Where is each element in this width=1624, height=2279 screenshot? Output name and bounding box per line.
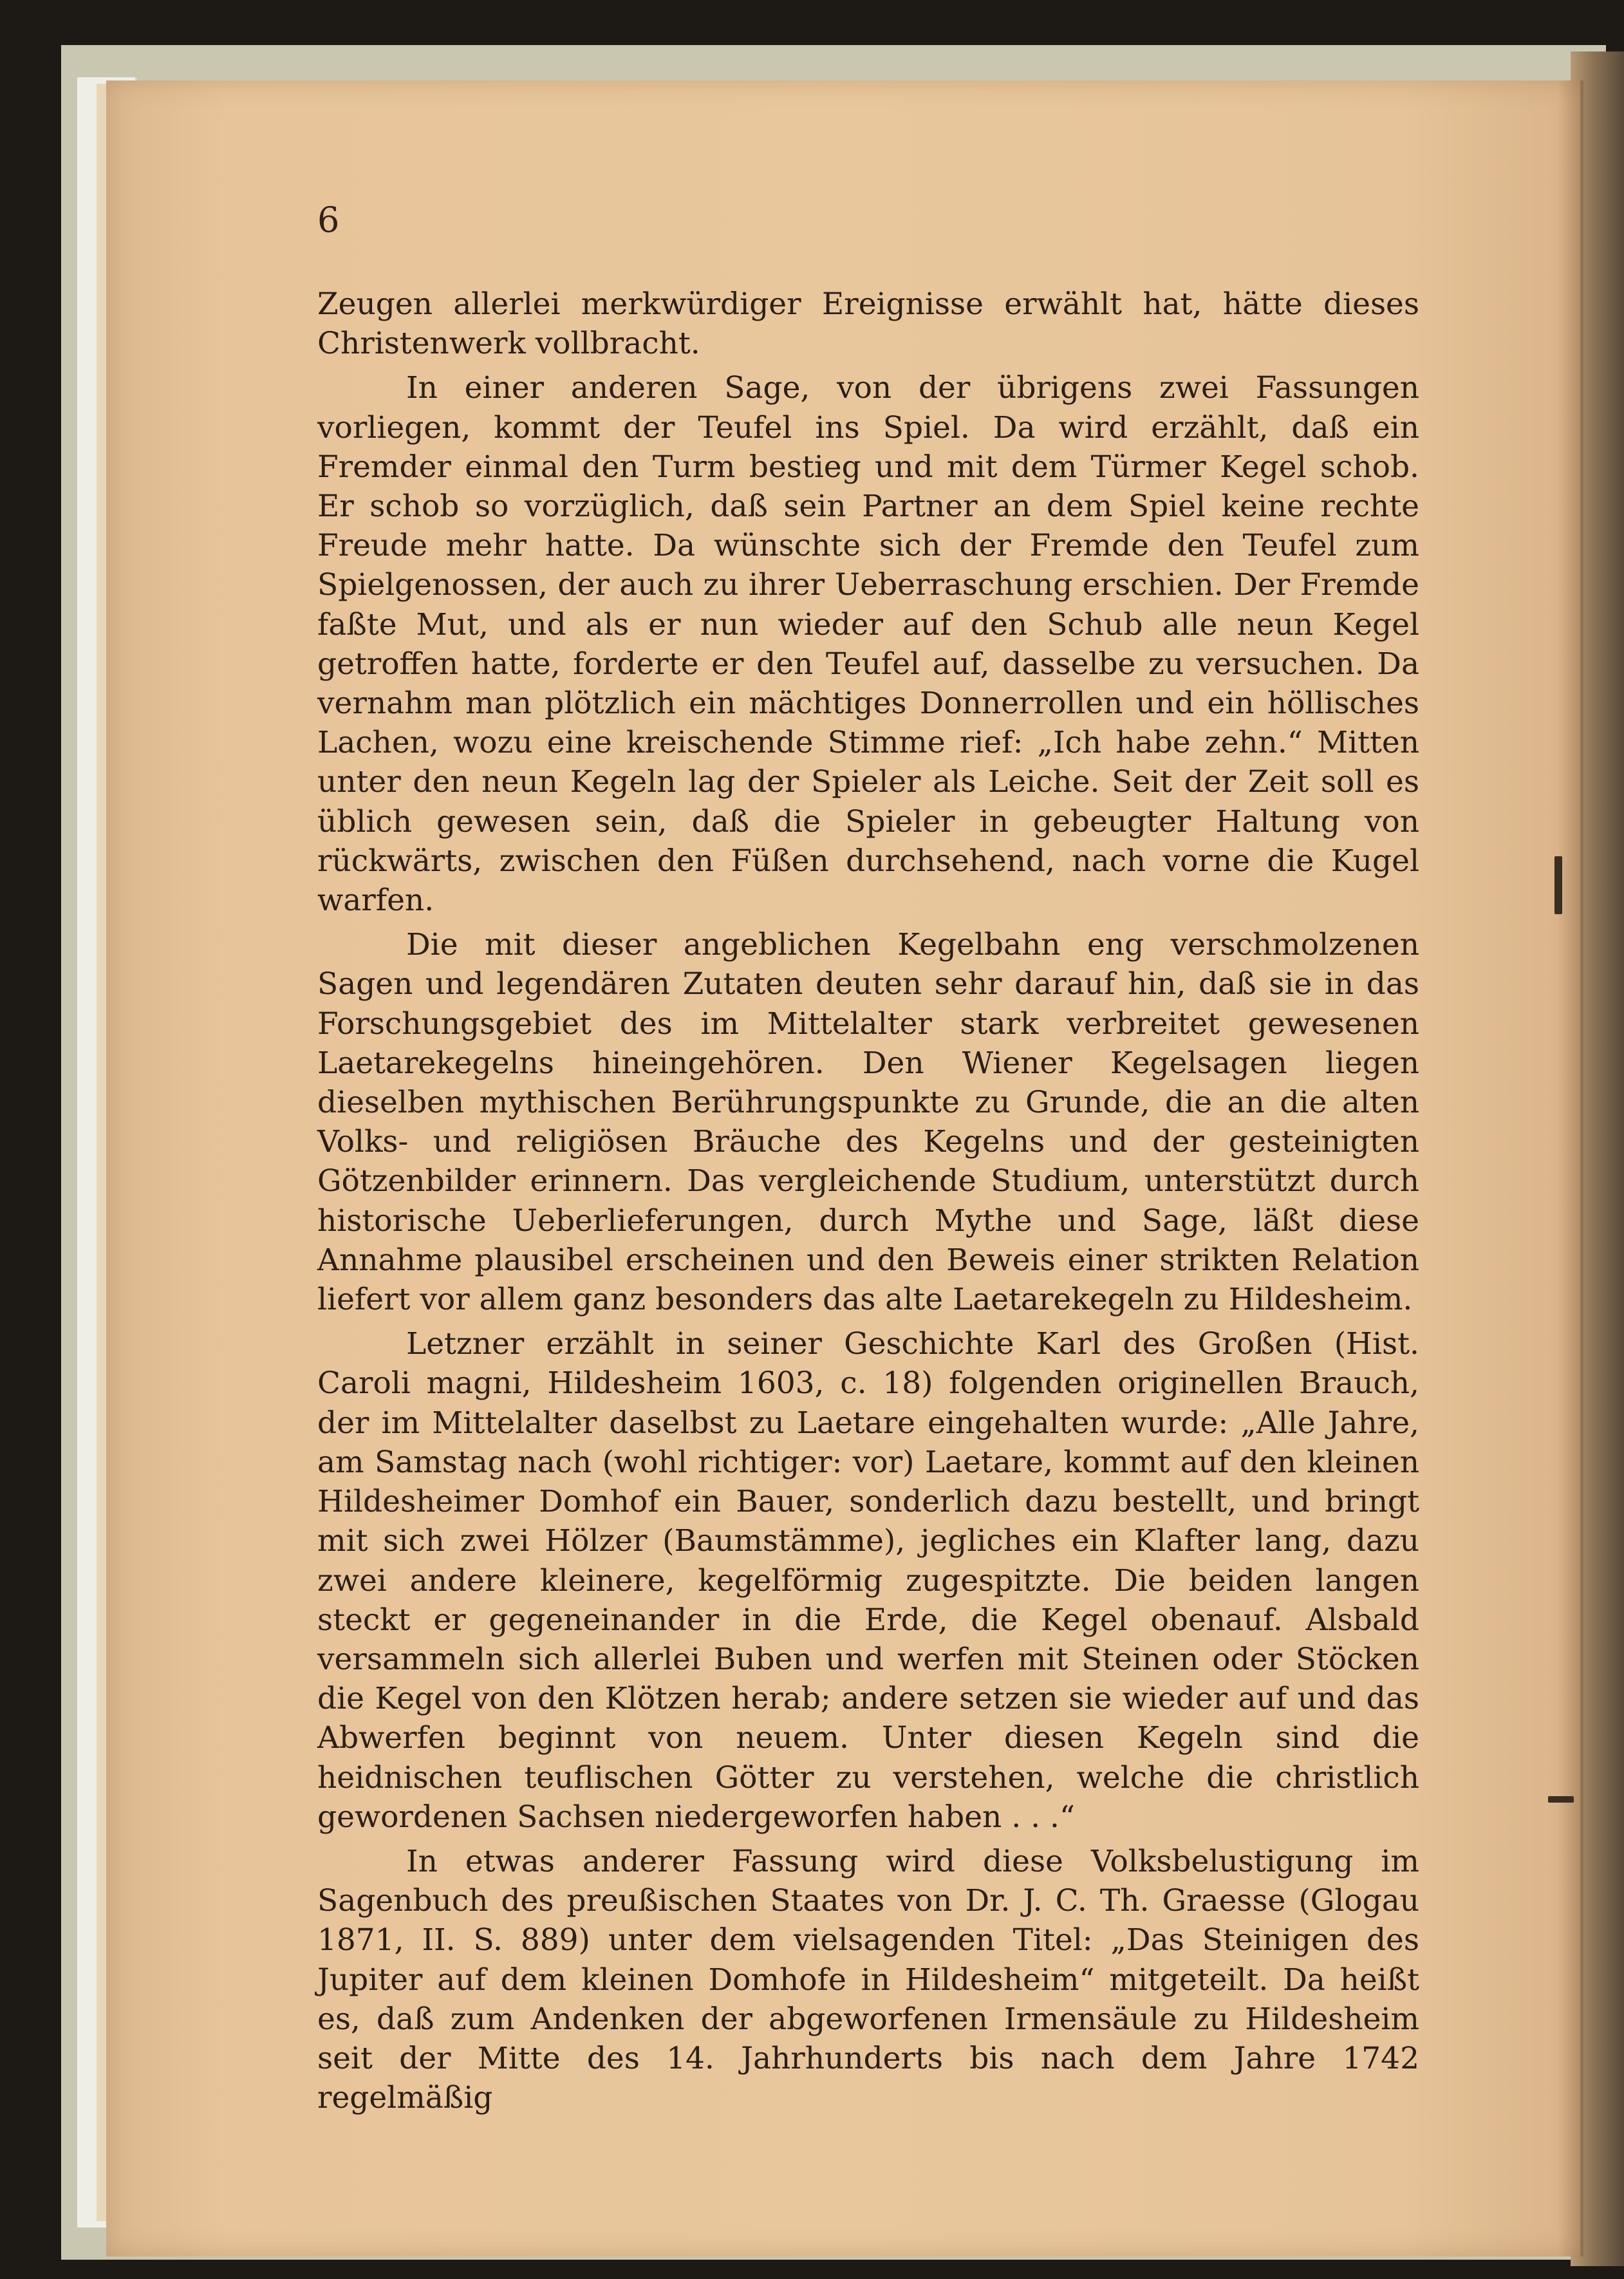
paragraph-2: In einer anderen Sage, von der übrigens zwei Fassungen vorliegen, kommt der Teufel ins Spiel. Da wird erzählt, daß ein Fremder einmal den Turm bestieg und mit dem Türmer Kegel schob. Er schob so vorzüglich, daß sein Partner an dem Spiel keine rechte Freude mehr hatte. Da wünschte sich der Fremde den Teufel zum Spielgenossen, der auch zu ihrer Ueberraschung erschien. Der Fremde faßte Mut, und als er nun wieder auf den Schub alle neun Kegel getroffen hatte, forderte er den Teufel auf, dasselbe zu versuchen. Da vernahm man plötzlich ein mächtiges Donnerrollen und ein höllisches Lachen, wozu eine kreischende Stimme rief: „Ich habe zehn.“ Mitten unter den neun Kegeln lag der Spieler als Leiche. Seit der Zeit soll es üblich gewesen sein, daß die Spieler in gebeugter Haltung von rückwärts, zwischen den Füßen durchsehend, nach vorne die Kugel warfen. — [317, 370, 1419, 919]
margin-mark-top — [1554, 856, 1562, 914]
gutter-shadow — [1558, 80, 1583, 2256]
paragraph-4: Letzner erzählt in seiner Geschichte Karl des Großen (Hist. Caroli magni, Hildesheim 1603, c. 18) folgenden originellen Brauch, der im Mittelalter daselbst zu Laetare eingehalten wurde: „Alle Jahre, am Samstag nach (wohl richtiger: vor) Laetare, kommt auf den kleinen Hildesheimer Domhof ein Bauer, sonderlich dazu bestellt, und bringt mit sich zwei Hölzer (Baumstämme), jegliches ein Klafter lang, dazu zwei andere kleinere, kegelförmig zugespitzte. Die beiden langen steckt er gegeneinander in die Erde, die Kegel obenauf. Alsbald versammeln sich allerlei Buben und werfen mit Steinen oder Stöcken die Kegel von den Klötzen herab; andere setzen sie wieder auf und das Abwerfen beginnt von neuem. Unter diesen Kegeln sind die heidnischen teuflischen Götter zu verstehen, welche die christlich gewordenen Sachsen niedergeworfen haben . . .“ — [317, 1326, 1419, 1835]
paragraph-5: In etwas anderer Fassung wird diese Volksbelustigung im Sagenbuch des preußischen Staates von Dr. J. C. Th. Graesse (Glogau 1871, II. S. 889) unter dem vielsagenden Titel: „Das Steinigen des Jupiter auf dem kleinen Domhofe in Hildesheim“ mitgeteilt. Da heißt es, daß zum Andenken der abgeworfenen Irmensäule zu Hildesheim seit der Mitte des 14. Jahrhunderts bis nach dem Jahre 1742 regelmäßig — [317, 1843, 1419, 2116]
body-text — [317, 285, 1419, 2123]
paragraph-1: Zeugen allerlei merkwürdiger Ereignisse erwählt hat, hätte dieses Christenwerk vollbracht. — [317, 286, 1419, 362]
paragraph-3: Die mit dieser angeblichen Kegelbahn eng verschmolzenen Sagen und legendären Zutaten deuten sehr darauf hin, daß sie in das Forschungsgebiet des im Mittelalter stark verbreitet gewesenen Laetarekegelns hineingehören. Den Wiener Kegelsagen liegen dieselben mythischen Berührungspunkte zu Grunde, die an die alten Volks- und religiösen Bräuche des Kegelns und der gesteinigten Götzenbilder erinnern. Das vergleichende Studium, unterstützt durch historische Ueberlieferungen, durch Mythe und Sage, läßt diese Annahme plausibel erscheinen und den Beweis einer strikten Relation liefert vor allem ganz besonders das alte Laetarekegeln zu Hildesheim. — [317, 927, 1419, 1318]
margin-mark-bottom — [1548, 1796, 1574, 1803]
page-number: 6 — [317, 200, 340, 240]
